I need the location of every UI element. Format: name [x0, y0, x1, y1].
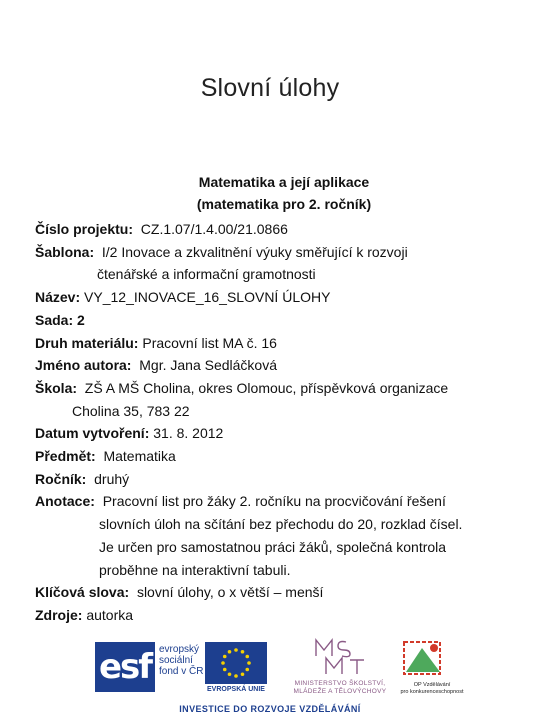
- eu-star-icon: [223, 668, 227, 672]
- date-label: Datum vytvoření:: [35, 425, 150, 442]
- set-row: Sada: 2: [35, 311, 85, 328]
- material-type-value: Pracovní list MA č. 16: [142, 334, 277, 351]
- esf-text-line: evropský: [159, 644, 200, 655]
- eu-star-icon: [247, 661, 251, 665]
- template-row: [35, 241, 535, 264]
- esf-text-line: fond v ČR: [159, 666, 204, 677]
- eu-star-icon: [241, 650, 245, 654]
- project-number-value: CZ.1.07/1.4.00/21.0866: [140, 221, 288, 237]
- annotation-line: Pracovní list pro žáky 2. ročníku na procvičování řešení: [102, 493, 446, 510]
- annotation-row: [35, 490, 535, 513]
- eu-star-icon: [228, 672, 232, 676]
- eu-label: EVROPSKÁ UNIE: [207, 686, 265, 693]
- keywords-value: slovní úlohy, o x větší – menší: [136, 584, 324, 601]
- project-metadata: [35, 218, 535, 627]
- op-logo: [392, 638, 472, 698]
- school-value: ZŠ A MŠ Cholina, okres Olomouc, příspěvková organizace: [84, 379, 449, 396]
- funding-logos: [0, 638, 540, 720]
- name-value: VY_12_INOVACE_16_SLOVNÍ ÚLOHY: [84, 289, 331, 306]
- subject-label: Předmět:: [35, 448, 96, 465]
- eu-star-icon: [234, 674, 238, 678]
- material-type-row: [35, 332, 535, 355]
- eu-star-icon: [241, 672, 245, 676]
- name-row: [35, 286, 535, 309]
- keywords-label: Klíčová slova:: [35, 584, 130, 601]
- school-address: Cholina 35, 783 22: [72, 402, 190, 419]
- eu-star-icon: [245, 655, 249, 659]
- msmt-text: [290, 680, 390, 695]
- date-value: 31. 8. 2012: [153, 425, 224, 442]
- esf-logo: [95, 642, 205, 692]
- msmt-text-line: MLÁDEŽE A TĚLOVÝCHOVY: [293, 687, 387, 695]
- eu-star-icon: [245, 668, 249, 672]
- template-value-continued: čtenářské a informační gramotnosti: [97, 266, 316, 283]
- eu-star-icon: [228, 650, 232, 654]
- msmt-logo: [290, 638, 390, 698]
- msmt-mark-icon: [312, 638, 372, 676]
- sources-row: [35, 604, 535, 627]
- annotation-label: Anotace:: [35, 493, 95, 510]
- grade-label: Ročník:: [35, 470, 87, 487]
- keywords-row: [35, 581, 535, 604]
- eu-flag-icon: [205, 642, 267, 684]
- annotation-line: Je určen pro samostatnou práci žáků, společná kontrola: [99, 538, 447, 555]
- date-row: [35, 422, 535, 445]
- template-label: Šablona:: [35, 243, 95, 260]
- author-value: Mgr. Jana Sedláčková: [139, 357, 277, 374]
- eu-star-icon: [223, 655, 227, 659]
- author-row: [35, 354, 535, 377]
- esf-text-line: sociální: [159, 655, 193, 666]
- annotation-line: proběhne na interaktivní tabuli.: [99, 561, 291, 578]
- grade-value: druhý: [94, 470, 130, 487]
- material-type-label: Druh materiálu:: [35, 334, 139, 351]
- eu-logo: [205, 642, 267, 692]
- subject-value: Matematika: [103, 448, 176, 465]
- author-label: Jméno autora:: [35, 357, 132, 374]
- grade-row: [35, 468, 535, 491]
- sources-label: Zdroje:: [35, 606, 83, 623]
- sources-value: autorka: [86, 606, 134, 623]
- op-text: [392, 682, 472, 695]
- eu-star-icon: [234, 648, 238, 652]
- esf-text: [159, 644, 203, 677]
- grade-heading: (matematika pro 2. ročník): [196, 196, 372, 212]
- op-text-line: pro konkurenceschopnost: [400, 688, 464, 695]
- annotation-line: slovních úloh na sčítání bez přechodu do 20, rozklad čísel.: [99, 516, 463, 533]
- subject-row: [35, 445, 535, 468]
- op-text-line: OP Vzdělávání: [413, 682, 451, 688]
- project-number-row: [35, 218, 535, 241]
- page-title: Slovní úlohy: [200, 74, 340, 102]
- project-number-label: Číslo projektu:: [35, 221, 134, 237]
- school-row: [35, 377, 535, 400]
- investment-banner: INVESTICE DO ROZVOJE VZDĚLÁVÁNÍ: [179, 704, 361, 714]
- school-label: Škola:: [35, 379, 78, 396]
- eu-star-icon: [221, 661, 225, 665]
- name-label: Název:: [35, 289, 81, 306]
- op-mark-icon: [400, 638, 446, 678]
- msmt-text-line: MINISTERSTVO ŠKOLSTVÍ,: [294, 680, 386, 687]
- subject-heading: Matematika a její aplikace: [198, 174, 370, 190]
- esf-mark: esf: [95, 642, 155, 692]
- template-value: I/2 Inovace a zkvalitnění výuky směřující k rozvoji: [101, 243, 408, 260]
